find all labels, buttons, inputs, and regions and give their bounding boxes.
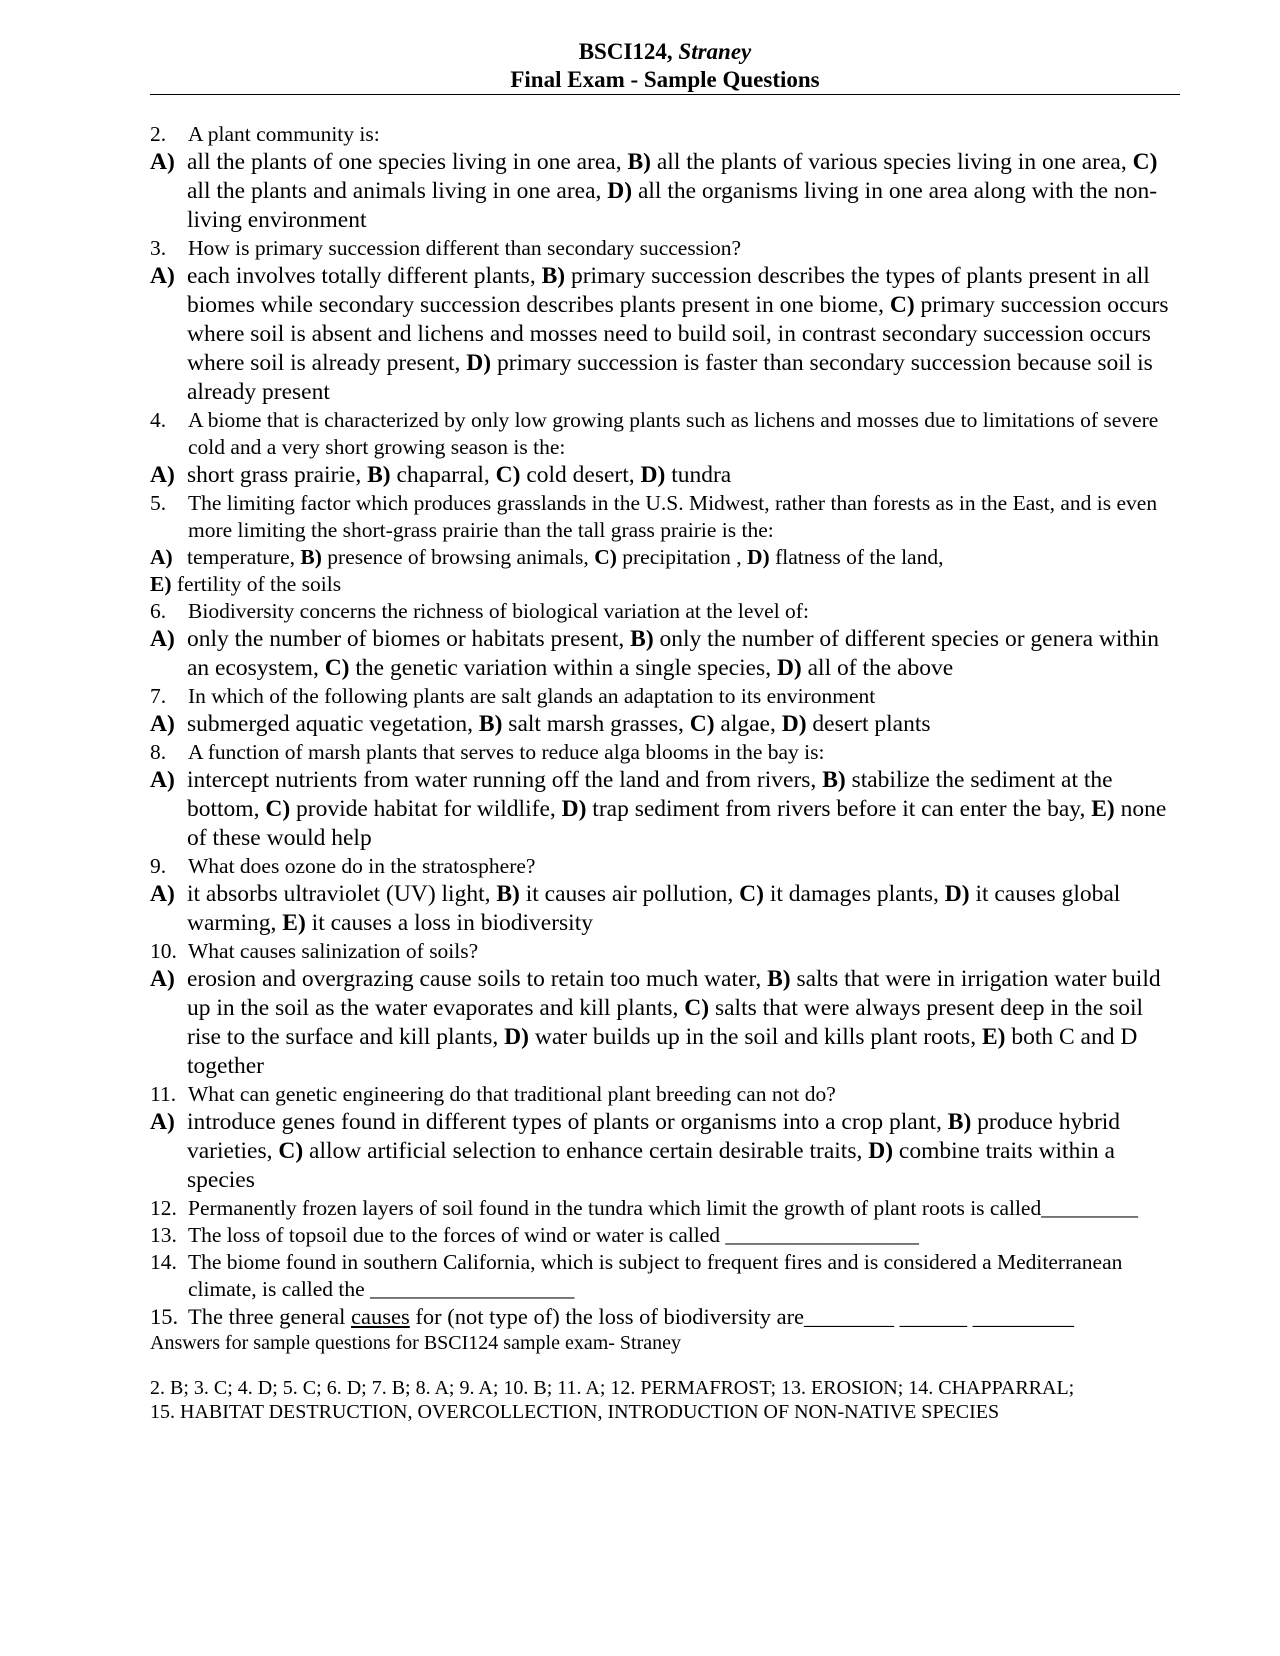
answer-key (150, 1376, 1180, 1424)
answer-options (150, 262, 1180, 407)
question-2 (150, 121, 1180, 148)
option-text: salts that were always present deep in the soil rise to the surface and kill plants, (187, 995, 1144, 1050)
question-11 (150, 1081, 1180, 1108)
answer-options (150, 710, 1180, 739)
option-letter: C) (278, 1138, 304, 1164)
option-letter: A) (150, 767, 175, 793)
option-text: erosion and overgrazing cause soils to retain too much water, (187, 966, 762, 992)
option-letter: D) (781, 711, 807, 737)
question-number: 9. (150, 854, 167, 878)
option-text: primary succession is faster than secondary succession because soil is already present (187, 350, 1153, 405)
question-number: 4. (150, 408, 167, 432)
option-text: it absorbs ultraviolet (UV) light, (187, 881, 491, 907)
option-letter: B) (627, 149, 651, 175)
option-text: short grass prairie, (187, 462, 362, 488)
question-stem: How is primary succession different than secondary succession? (188, 236, 742, 260)
option-letter: C) (689, 711, 715, 737)
option-letter: C) (265, 796, 291, 822)
question-14: 14. The biome found in southern California, which is subject to frequent fires and is considered a Mediterranean climate, is called the ___________________ (150, 1250, 1123, 1301)
exam-title: Final Exam - Sample Questions (150, 66, 1180, 95)
answer-options (150, 544, 1180, 598)
option-letter: B) (630, 626, 654, 652)
option-text: precipitation , (622, 545, 742, 569)
option-letter: D) (607, 178, 633, 204)
question-8 (150, 739, 1180, 766)
question-number: 3. (150, 236, 167, 260)
instructor-name: Straney (678, 39, 752, 64)
answer-options (150, 1108, 1180, 1195)
question-number: 8. (150, 740, 167, 764)
question-13: 13. The loss of topsoil due to the forces of wind or water is called __________________ (150, 1223, 919, 1247)
option-text: none of these would help (187, 796, 1167, 851)
option-text: all the plants and animals living in one area, (187, 178, 602, 204)
answer-options (150, 148, 1180, 235)
option-text: water builds up in the soil and kills plant roots, (534, 1024, 977, 1050)
question-12: 12. Permanently frozen layers of soil found in the tundra which limit the growth of plant roots is called_________ (150, 1196, 1138, 1220)
option-text: temperature, (187, 545, 296, 569)
question-stem: A biome that is characterized by only low growing plants such as lichens and mosses due to limitations of severe cold and a very short growing season is the: (188, 408, 1159, 459)
option-text: trap sediment from rivers before it can enter the bay, (592, 796, 1086, 822)
question-stem: Biodiversity concerns the richness of biological variation at the level of: (188, 599, 809, 623)
question-5 (150, 490, 1180, 544)
option-text: cold desert, (526, 462, 635, 488)
option-letter: B) (300, 545, 322, 569)
course-code: BSCI124, (578, 39, 673, 64)
option-letter: C) (324, 655, 350, 681)
option-text: salts that were in irrigation water build up in the soil as the water evaporates and kill plants, (187, 966, 1161, 1021)
question-7 (150, 683, 1180, 710)
question-number: 5. (150, 491, 167, 515)
question-10 (150, 938, 1180, 965)
answer-key-line: 2. B; 3. C; 4. D; 5. C; 6. D; 7. B; 8. A; 9. A; 10. B; 11. A; 12. PERMAFROST; 13. EROSION; 14. CHAPPARRAL; (150, 1377, 1075, 1399)
option-text: provide habitat for wildlife, (296, 796, 556, 822)
option-text: each involves totally different plants, (187, 263, 536, 289)
option-text: all the organisms living in one area along with the non-living environment (187, 178, 1158, 233)
option-letter: A) (150, 149, 175, 175)
question-number: 10. (150, 939, 177, 963)
option-letter: D) (640, 462, 666, 488)
question-stem: A plant community is: (188, 122, 380, 146)
option-letter: A) (150, 263, 175, 289)
option-letter: B) (767, 966, 791, 992)
option-letter: B) (367, 462, 391, 488)
option-letter: B) (822, 767, 846, 793)
answer-key-title: Answers for sample questions for BSCI124 sample exam- Straney (150, 1332, 682, 1354)
option-letter: D) (466, 350, 492, 376)
option-letter: B) (541, 263, 566, 289)
question-stem: A function of marsh plants that serves to reduce alga blooms in the bay is: (188, 740, 825, 764)
answer-options (150, 965, 1180, 1081)
option-letter: E) (282, 910, 306, 936)
answer-options (150, 766, 1180, 853)
question-15: 15. The three general causes for (not type of) the loss of biodiversity are________ ______ _________ (150, 1304, 1075, 1329)
course-line (150, 38, 1180, 66)
question-number: 11. (150, 1082, 177, 1106)
option-letter: A) (150, 881, 175, 907)
option-text: it damages plants, (769, 881, 939, 907)
answer-options (150, 880, 1180, 938)
option-letter: B) (478, 711, 503, 737)
option-text: flatness of the land, (775, 545, 944, 569)
option-letter: D) (504, 1024, 529, 1050)
question-stem: What causes salinization of soils? (188, 939, 479, 963)
question-3 (150, 235, 1180, 262)
option-text: salt marsh grasses, (508, 711, 684, 737)
option-letter: D) (561, 796, 587, 822)
option-text: allow artificial selection to enhance certain desirable traits, (309, 1138, 863, 1164)
option-text: desert plants (812, 711, 931, 737)
option-letter: D) (868, 1138, 894, 1164)
question-6 (150, 598, 1180, 625)
option-letter: A) (150, 462, 175, 488)
option-text: introduce genes found in different types of plants or organisms into a crop plant, (187, 1109, 942, 1135)
option-text: primary succession occurs where soil is absent and lichens and mosses need to build soil, in contrast secondary succession occurs where soil is already present, (187, 292, 1169, 376)
option-text: submerged aquatic vegetation, (187, 711, 474, 737)
option-text: stabilize the sediment at the bottom, (187, 767, 1113, 822)
option-text: both C and D together (187, 1024, 1138, 1079)
option-letter: D) (944, 881, 970, 907)
question-9 (150, 853, 1180, 880)
underlined-word: causes (351, 1304, 410, 1329)
option-text: all of the above (807, 655, 954, 681)
option-text: it causes global warming, (187, 881, 1121, 936)
option-text: tundra (671, 462, 732, 488)
option-text: intercept nutrients from water running off the land and from rivers, (187, 767, 817, 793)
option-text: algae, (720, 711, 776, 737)
option-text: all the plants of one species living in one area, (187, 149, 622, 175)
question-4 (150, 407, 1180, 461)
option-letter: E) (150, 572, 172, 596)
option-text: all the plants of various species living in one area, (656, 149, 1127, 175)
document-header (150, 38, 1180, 95)
document-page (150, 38, 1180, 1424)
question-number: 7. (150, 684, 167, 708)
option-letter: E) (1091, 796, 1115, 822)
option-letter: C) (594, 545, 617, 569)
option-text: it causes a loss in biodiversity (311, 910, 593, 936)
option-text: it causes air pollution, (525, 881, 734, 907)
question-list (150, 121, 1180, 1195)
option-letter: D) (776, 655, 802, 681)
question-stem: The limiting factor which produces grasslands in the U.S. Midwest, rather than forests as in the East, and is even more limiting the short-grass prairie than the tall grass prairie is the: (188, 491, 1158, 542)
option-letter: A) (150, 545, 173, 569)
option-letter: C) (495, 462, 521, 488)
answer-key-line: 15. HABITAT DESTRUCTION, OVERCOLLECTION, INTRODUCTION OF NON-NATIVE SPECIES (150, 1401, 1000, 1423)
option-text: fertility of the soils (176, 572, 342, 596)
option-text: produce hybrid varieties, (187, 1109, 1121, 1164)
option-text: chaparral, (396, 462, 490, 488)
option-text: the genetic variation within a single species, (355, 655, 772, 681)
option-letter: A) (150, 711, 175, 737)
option-text: only the number of different species or genera within an ecosystem, (187, 626, 1159, 681)
question-number: 2. (150, 122, 167, 146)
answer-options (150, 625, 1180, 683)
option-letter: A) (150, 966, 175, 992)
option-letter: B) (496, 881, 520, 907)
option-text: only the number of biomes or habitats present, (187, 626, 625, 652)
option-letter: C) (684, 995, 710, 1021)
option-letter: D) (747, 545, 770, 569)
option-letter: A) (150, 626, 175, 652)
question-stem: What can genetic engineering do that traditional plant breeding can not do? (188, 1082, 836, 1106)
option-letter: C) (889, 292, 915, 318)
question-stem: What does ozone do in the stratosphere? (188, 854, 536, 878)
option-text: combine traits within a species (187, 1138, 1115, 1193)
question-number: 6. (150, 599, 167, 623)
option-text: presence of browsing animals, (327, 545, 589, 569)
answer-options (150, 461, 1180, 490)
option-letter: C) (1132, 149, 1158, 175)
option-letter: C) (739, 881, 764, 907)
option-letter: B) (947, 1109, 972, 1135)
option-letter: E) (981, 1024, 1006, 1050)
option-text: primary succession describes the types of plants present in all biomes while secondary succession describes plants present in one biome, (187, 263, 1150, 318)
option-letter: A) (150, 1109, 175, 1135)
question-stem: In which of the following plants are salt glands an adaptation to its environment (188, 684, 876, 708)
